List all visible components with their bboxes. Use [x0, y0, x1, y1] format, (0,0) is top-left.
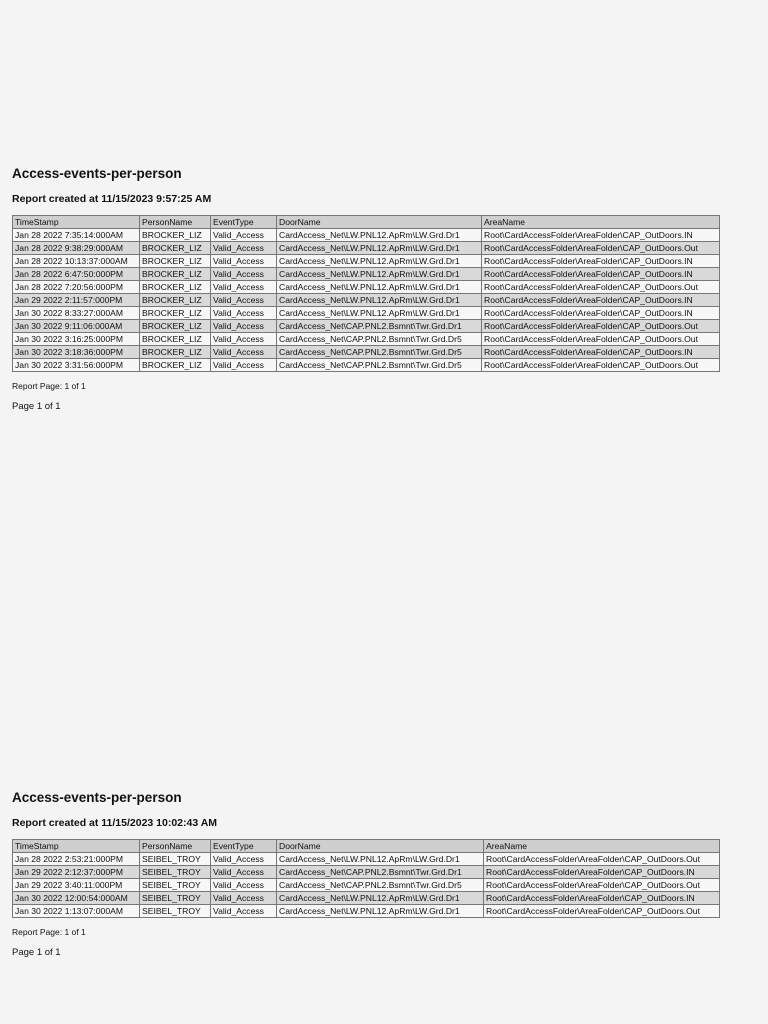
table-cell: Valid_Access [211, 866, 277, 879]
table-cell: Jan 29 2022 2:12:37:000PM [13, 866, 140, 879]
table-cell: BROCKER_LIZ [140, 268, 211, 281]
table-cell: Jan 28 2022 2:53:21:000PM [13, 853, 140, 866]
table-row [13, 892, 720, 905]
table-cell: Valid_Access [211, 307, 277, 320]
table-cell: Root\CardAccessFolder\AreaFolder\CAP_OutDoors.Out [482, 333, 720, 346]
column-header: AreaName [482, 216, 720, 229]
report-page-label: Report Page: 1 of 1 [12, 381, 86, 391]
table-cell: Root\CardAccessFolder\AreaFolder\CAP_OutDoors.Out [482, 320, 720, 333]
column-header: DoorName [277, 840, 484, 853]
table-cell: SEIBEL_TROY [140, 853, 211, 866]
table-row [13, 905, 720, 918]
column-header: PersonName [140, 840, 211, 853]
page-number-label: Page 1 of 1 [12, 947, 61, 958]
table-cell: CardAccess_Net\LW.PNL12.ApRm\LW.Grd.Dr1 [277, 229, 482, 242]
table-row [13, 320, 720, 333]
table-body [13, 229, 720, 372]
table-cell: Root\CardAccessFolder\AreaFolder\CAP_OutDoors.IN [484, 892, 720, 905]
table-cell: Jan 28 2022 9:38:29:000AM [13, 242, 140, 255]
table-cell: Root\CardAccessFolder\AreaFolder\CAP_OutDoors.IN [482, 307, 720, 320]
table-cell: BROCKER_LIZ [140, 359, 211, 372]
column-header: TimeStamp [13, 840, 140, 853]
table-body [13, 853, 720, 918]
table-cell: CardAccess_Net\LW.PNL12.ApRm\LW.Grd.Dr1 [277, 905, 484, 918]
table-row [13, 229, 720, 242]
table-cell: BROCKER_LIZ [140, 294, 211, 307]
table-cell: SEIBEL_TROY [140, 892, 211, 905]
table-cell: Root\CardAccessFolder\AreaFolder\CAP_OutDoors.IN [482, 294, 720, 307]
table-cell: Valid_Access [211, 255, 277, 268]
column-header: DoorName [277, 216, 482, 229]
table-cell: Root\CardAccessFolder\AreaFolder\CAP_OutDoors.Out [482, 359, 720, 372]
table-cell: Root\CardAccessFolder\AreaFolder\CAP_OutDoors.Out [482, 281, 720, 294]
column-header: PersonName [140, 216, 211, 229]
table-cell: CardAccess_Net\LW.PNL12.ApRm\LW.Grd.Dr1 [277, 307, 482, 320]
table-cell: Jan 30 2022 8:33:27:000AM [13, 307, 140, 320]
table-row [13, 866, 720, 879]
table-cell: Root\CardAccessFolder\AreaFolder\CAP_OutDoors.Out [484, 905, 720, 918]
table-cell: Root\CardAccessFolder\AreaFolder\CAP_OutDoors.IN [482, 346, 720, 359]
table-cell: Root\CardAccessFolder\AreaFolder\CAP_OutDoors.Out [482, 242, 720, 255]
report-section [12, 166, 720, 413]
report-page-label: Report Page: 1 of 1 [12, 927, 86, 937]
table-cell: CardAccess_Net\CAP.PNL2.Bsmnt\Twr.Grd.Dr5 [277, 879, 484, 892]
table-cell: Valid_Access [211, 853, 277, 866]
access-events-table [12, 839, 720, 918]
table-cell: Jan 30 2022 3:31:56:000PM [13, 359, 140, 372]
table-cell: Valid_Access [211, 905, 277, 918]
access-events-table [12, 215, 720, 372]
table-cell: Valid_Access [211, 294, 277, 307]
table-cell: CardAccess_Net\CAP.PNL2.Bsmnt\Twr.Grd.Dr1 [277, 320, 482, 333]
table-cell: CardAccess_Net\CAP.PNL2.Bsmnt\Twr.Grd.Dr5 [277, 359, 482, 372]
table-cell: CardAccess_Net\LW.PNL12.ApRm\LW.Grd.Dr1 [277, 281, 482, 294]
column-header: TimeStamp [13, 216, 140, 229]
table-cell: Jan 30 2022 3:18:36:000PM [13, 346, 140, 359]
table-cell: Jan 30 2022 9:11:06:000AM [13, 320, 140, 333]
table-row [13, 255, 720, 268]
table-cell: Valid_Access [211, 879, 277, 892]
table-cell: Root\CardAccessFolder\AreaFolder\CAP_OutDoors.IN [482, 229, 720, 242]
table-cell: Root\CardAccessFolder\AreaFolder\CAP_OutDoors.IN [482, 255, 720, 268]
report-created-line: Report created at 11/15/2023 9:57:25 AM [12, 193, 212, 205]
table-cell: Root\CardAccessFolder\AreaFolder\CAP_OutDoors.IN [482, 268, 720, 281]
table-cell: CardAccess_Net\CAP.PNL2.Bsmnt\Twr.Grd.Dr5 [277, 346, 482, 359]
table-cell: Valid_Access [211, 281, 277, 294]
table-cell: BROCKER_LIZ [140, 346, 211, 359]
table-row [13, 346, 720, 359]
column-header: AreaName [484, 840, 720, 853]
table-row [13, 853, 720, 866]
table-cell: Jan 28 2022 7:35:14:000AM [13, 229, 140, 242]
table-row [13, 268, 720, 281]
table-cell: Valid_Access [211, 359, 277, 372]
table-cell: Valid_Access [211, 320, 277, 333]
table-cell: CardAccess_Net\LW.PNL12.ApRm\LW.Grd.Dr1 [277, 242, 482, 255]
table-cell: Root\CardAccessFolder\AreaFolder\CAP_OutDoors.Out [484, 879, 720, 892]
table-row [13, 879, 720, 892]
table-cell: Jan 30 2022 1:13:07:000AM [13, 905, 140, 918]
table-cell: Jan 30 2022 3:16:25:000PM [13, 333, 140, 346]
table-cell: BROCKER_LIZ [140, 307, 211, 320]
table-cell: BROCKER_LIZ [140, 320, 211, 333]
table-cell: Jan 29 2022 2:11:57:000PM [13, 294, 140, 307]
table-cell: CardAccess_Net\LW.PNL12.ApRm\LW.Grd.Dr1 [277, 255, 482, 268]
table-header-row [13, 216, 720, 229]
table-row [13, 281, 720, 294]
table-cell: CardAccess_Net\LW.PNL12.ApRm\LW.Grd.Dr1 [277, 853, 484, 866]
table-cell: BROCKER_LIZ [140, 229, 211, 242]
table-cell: Valid_Access [211, 333, 277, 346]
column-header: EventType [211, 216, 277, 229]
table-cell: SEIBEL_TROY [140, 905, 211, 918]
table-cell: Jan 28 2022 7:20:56:000PM [13, 281, 140, 294]
table-cell: CardAccess_Net\LW.PNL12.ApRm\LW.Grd.Dr1 [277, 268, 482, 281]
report-title: Access-events-per-person [12, 790, 182, 805]
table-cell: Valid_Access [211, 892, 277, 905]
table-cell: BROCKER_LIZ [140, 281, 211, 294]
column-header: EventType [211, 840, 277, 853]
table-cell: SEIBEL_TROY [140, 866, 211, 879]
table-cell: Root\CardAccessFolder\AreaFolder\CAP_OutDoors.IN [484, 866, 720, 879]
table-cell: Jan 29 2022 3:40:11:000PM [13, 879, 140, 892]
table-cell: Jan 28 2022 10:13:37:000AM [13, 255, 140, 268]
report-section [12, 790, 720, 959]
table-cell: Valid_Access [211, 268, 277, 281]
table-header-row [13, 840, 720, 853]
report-created-line: Report created at 11/15/2023 10:02:43 AM [12, 817, 218, 829]
table-cell: SEIBEL_TROY [140, 879, 211, 892]
table-cell: CardAccess_Net\CAP.PNL2.Bsmnt\Twr.Grd.Dr5 [277, 333, 482, 346]
table-cell: CardAccess_Net\LW.PNL12.ApRm\LW.Grd.Dr1 [277, 294, 482, 307]
table-row [13, 294, 720, 307]
table-row [13, 307, 720, 320]
report-title: Access-events-per-person [12, 166, 182, 181]
table-row [13, 242, 720, 255]
table-row [13, 359, 720, 372]
table-cell: Jan 28 2022 6:47:50:000PM [13, 268, 140, 281]
table-cell: Jan 30 2022 12:00:54:000AM [13, 892, 140, 905]
table-cell: Valid_Access [211, 346, 277, 359]
table-cell: BROCKER_LIZ [140, 255, 211, 268]
table-row [13, 333, 720, 346]
page-number-label: Page 1 of 1 [12, 401, 61, 412]
table-cell: CardAccess_Net\CAP.PNL2.Bsmnt\Twr.Grd.Dr1 [277, 866, 484, 879]
table-cell: CardAccess_Net\LW.PNL12.ApRm\LW.Grd.Dr1 [277, 892, 484, 905]
table-cell: BROCKER_LIZ [140, 333, 211, 346]
table-cell: Valid_Access [211, 242, 277, 255]
table-cell: BROCKER_LIZ [140, 242, 211, 255]
table-cell: Valid_Access [211, 229, 277, 242]
table-cell: Root\CardAccessFolder\AreaFolder\CAP_OutDoors.Out [484, 853, 720, 866]
